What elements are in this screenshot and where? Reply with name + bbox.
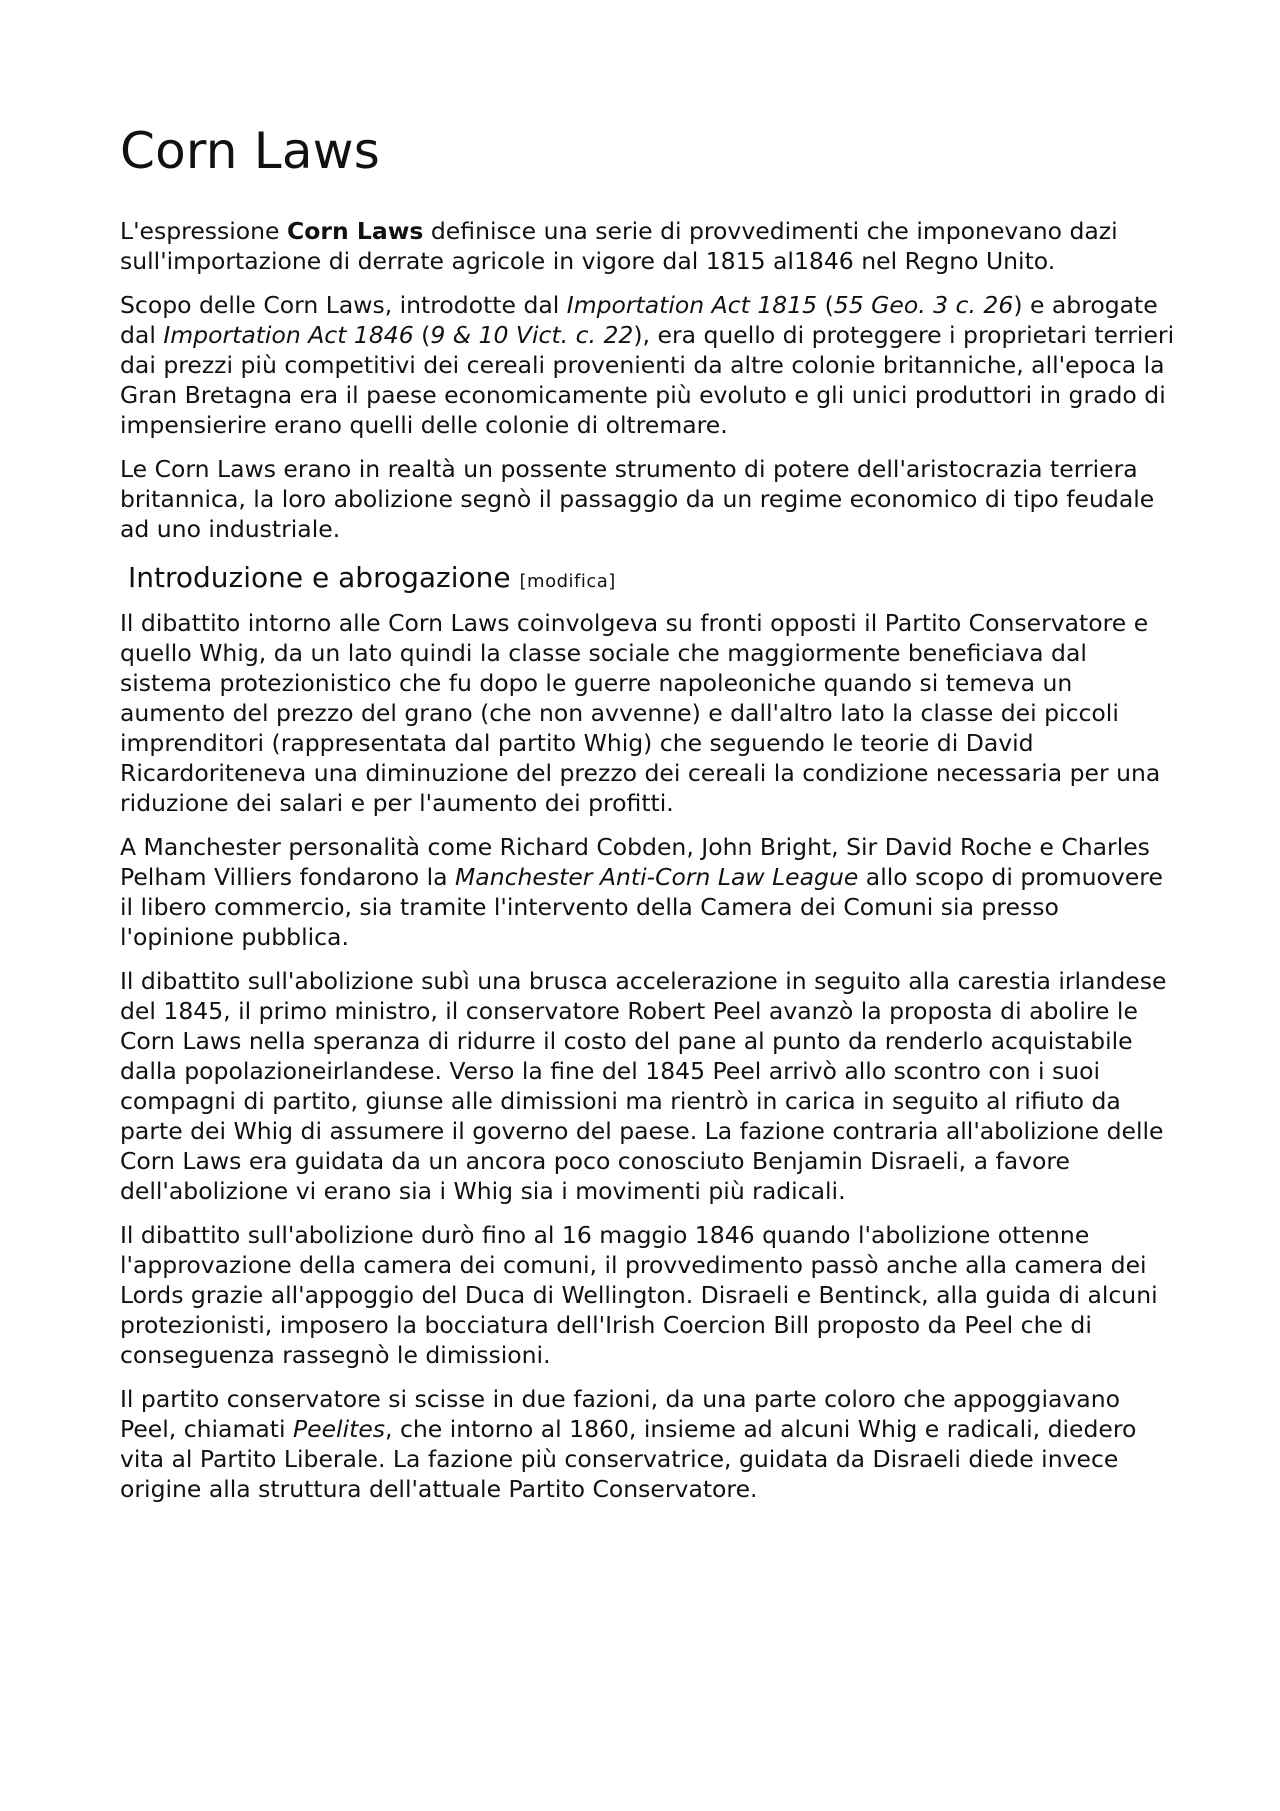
edit-section-link[interactable]: [modifica] — [519, 571, 616, 592]
section-paragraph-1: Il dibattito intorno alle Corn Laws coinvolgeva su fronti opposti il Partito Conservatore e quello Whig, da un lato quindi la classe sociale che maggiormente beneficiava dal sistema protezionistico che fu dopo le guerre napoleoniche quando si temeva un aumento del prezzo del grano (che non avvenne) e dall'altro lato la classe dei piccoli imprenditori (rappresentata dal partito Whig) che seguendo le teorie di David Ricardoriteneva una diminuzione del prezzo dei cereali la condizione necessaria per una riduzione dei salari e per l'aumento dei profitti. — [120, 609, 1161, 817]
section-paragraph-3: Il dibattito sull'abolizione subì una brusca accelerazione in seguito alla carestia irlandese del 1845, il primo ministro, il conservatore Robert Peel avanzò la proposta di abolire le Corn Laws nella speranza di ridurre il costo del pane al punto da renderlo acquistabile dalla popolazioneirlandese. Verso la fine del 1845 Peel arrivò allo scontro con i suoi compagni di partito, giunse alle dimissioni ma rientrò in carica in seguito al rifiuto da parte dei Whig di assumere il governo del paese. La fazione contraria all'abolizione delle Corn Laws era guidata da un ancora poco conosciuto Benjamin Disraeli, a favore dell'abolizione vi erano sia i Whig sia i movimenti più radicali. — [120, 967, 1167, 1205]
section-paragraph-5 — [120, 1384, 1180, 1504]
document-page — [120, 120, 1180, 1518]
text-run: definisce una serie di provvedimenti che imponevano dazi sull'importazione di derrate agricole in vigore dal 1815 al1846 nel Regno Unito. — [120, 217, 1118, 275]
bold-term: Corn Laws — [287, 217, 424, 245]
italic-term: Peelites — [292, 1415, 386, 1443]
section-heading — [128, 558, 1180, 602]
section-paragraph-2 — [120, 832, 1180, 952]
text-run: A Manchester personalità come Richard Cobden, John Bright, Sir David Roche e Charles Pelham Villiers fondarono la — [120, 833, 1150, 891]
text-run: L'espressione — [120, 217, 287, 245]
text-run: , che intorno al 1860, insieme ad alcuni Whig e radicali, diedero vita al Partito Liberale. La fazione più conservatrice, guidata da Disraeli diede invece origine alla struttura dell'attuale Partito Conservatore. — [120, 1415, 1137, 1503]
text-run: ) e abrogate dal — [120, 291, 1158, 349]
text-run: Il partito conservatore si scisse in due fazioni, da una parte coloro che appoggiavano Peel, chiamati — [120, 1385, 1120, 1443]
section-paragraph-4: Il dibattito sull'abolizione durò fino al 16 maggio 1846 quando l'abolizione ottenne l'approvazione della camera dei comuni, il provvedimento passò anche alla camera dei Lords grazie all'appoggio del Duca di Wellington. Disraeli e Bentinck, alla guida di alcuni protezionisti, imposero la bocciatura dell'Irish Coercion Bill proposto da Peel che di conseguenza rassegnò le dimissioni. — [120, 1221, 1158, 1369]
italic-term: 55 Geo. 3 c. 26 — [833, 291, 1014, 319]
intro-paragraph-3: Le Corn Laws erano in realtà un possente strumento di potere dell'aristocrazia terriera britannica, la loro abolizione segnò il passaggio da un regime economico di tipo feudale ad uno industriale. — [120, 455, 1155, 543]
text-run: ( — [817, 291, 834, 319]
text-run: ( — [413, 321, 431, 349]
text-run: allo scopo di promuovere il libero commercio, sia tramite l'intervento della Camera dei Comuni sia presso l'opinione pubblica. — [120, 863, 1163, 951]
text-run: ), era quello di proteggere i proprietari terrieri dai prezzi più competitivi dei cereali provenienti da altre colonie britanniche, all'epoca la Gran Bretagna era il paese economicamente più evoluto e gli unici produttori in grado di impensierire erano quelli delle colonie di oltremare. — [120, 321, 1175, 439]
italic-term: Importation Act 1846 — [163, 321, 414, 349]
page-title: Corn Laws — [120, 122, 381, 180]
intro-paragraph-1 — [120, 216, 1180, 276]
intro-paragraph-2 — [120, 290, 1180, 440]
text-run: Scopo delle Corn Laws, introdotte dal — [120, 291, 567, 319]
italic-term: 9 & 10 Vict. c. 22 — [430, 321, 634, 349]
italic-term: Importation Act 1815 — [566, 291, 818, 319]
italic-term: Manchester Anti-Corn Law League — [455, 863, 859, 891]
section-heading-text: Introduzione e abrogazione — [128, 561, 511, 594]
